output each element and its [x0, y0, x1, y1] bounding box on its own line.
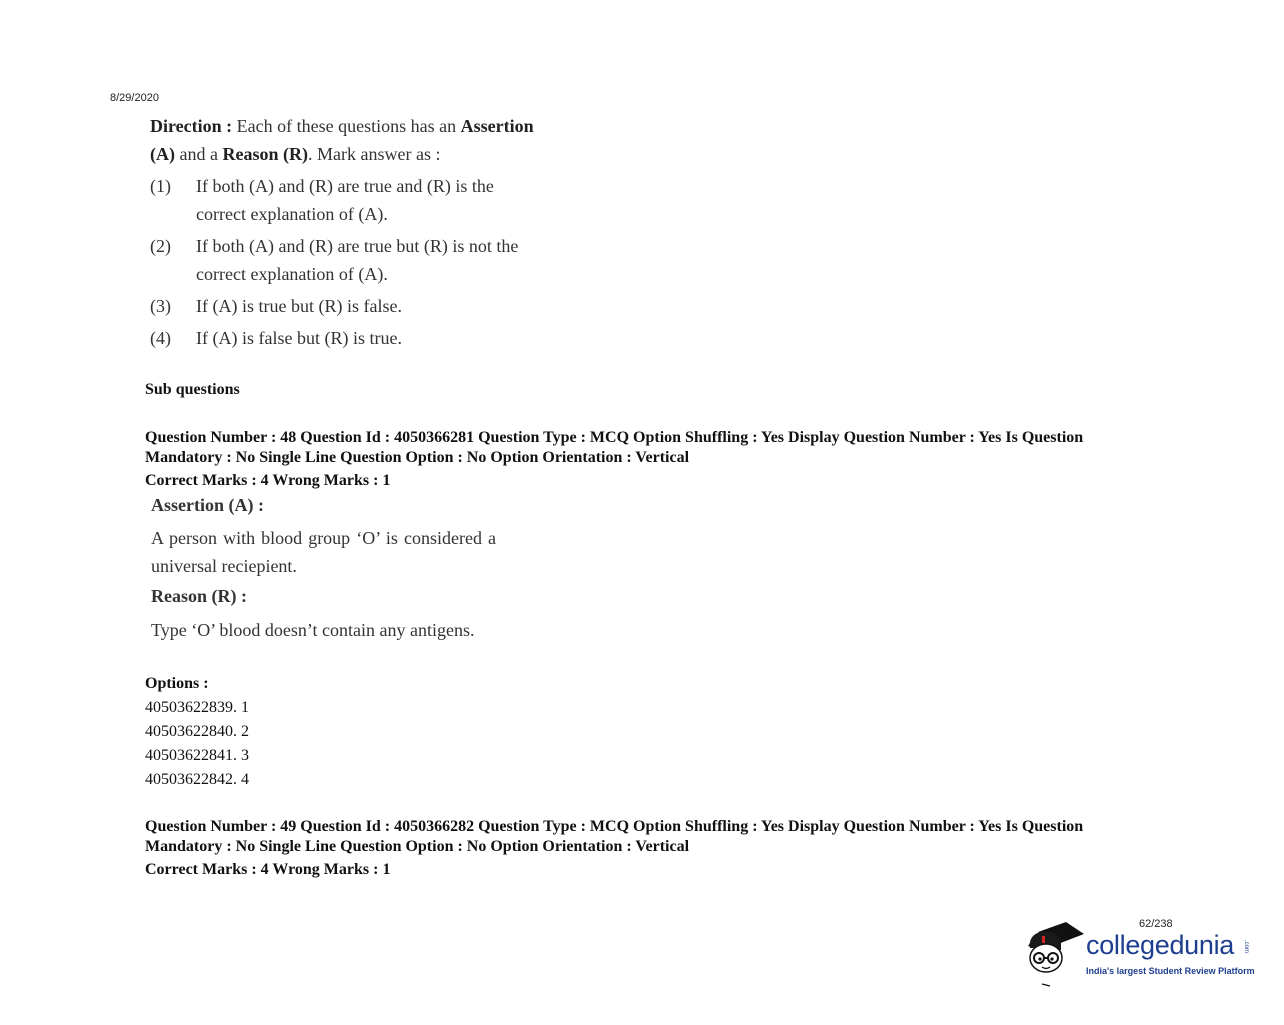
print-date: 8/29/2020 — [110, 92, 159, 104]
mascot-icon — [1022, 918, 1086, 990]
reason-text: Type ‘O’ blood doesn’t contain any antigens. — [151, 620, 475, 640]
option-item: 40503622840. 2 — [145, 723, 249, 740]
brand-name: collegedunia — [1086, 930, 1235, 960]
direction-label: Direction : — [150, 116, 233, 136]
direction-block — [150, 112, 550, 352]
question-49-marks: Correct Marks : 4 Wrong Marks : 1 — [145, 861, 391, 878]
direction-option: (4) If (A) is false but (R) is true. — [150, 328, 402, 348]
option-item: 40503622839. 1 — [145, 699, 249, 716]
brand-tagline: India's largest Student Review Platform — [1086, 966, 1255, 976]
question-48-marks: Correct Marks : 4 Wrong Marks : 1 — [145, 472, 391, 489]
page-number: 62/238 — [1139, 918, 1173, 930]
sub-questions-heading: Sub questions — [145, 381, 240, 398]
option-item: 40503622841. 3 — [145, 747, 249, 764]
assertion-text: A person with blood group ‘O’ is considered a universal reciepient. — [151, 528, 496, 576]
question-49-meta: Question Number : 49 Question Id : 4050366282 Question Type : MCQ Option Shuffling : Yes Display Question Number : Yes Is Question Mandatory : No Single Line Question Option : No Option Orientation : Vertical — [145, 818, 1084, 855]
question-48-meta: Question Number : 48 Question Id : 4050366281 Question Type : MCQ Option Shuffling : Yes Display Question Number : Yes Is Question Mandatory : No Single Line Question Option : No Option Orientation : Vertical — [145, 429, 1084, 466]
reason-heading: Reason (R) : — [151, 586, 247, 606]
direction-option: (3) If (A) is true but (R) is false. — [150, 296, 402, 316]
direction-intro: Direction : Each of these questions has an Assertion (A) and a Reason (R). Mark answer as : — [150, 116, 534, 164]
collegedunia-logo — [1022, 918, 1262, 990]
brand-suffix: .com — [1243, 940, 1249, 954]
options-list — [145, 696, 249, 792]
option-item: 40503622842. 4 — [145, 771, 249, 788]
direction-option: (2) If both (A) and (R) are true but (R) is not the correct explanation of (A). — [150, 236, 519, 284]
options-heading: Options : — [145, 675, 209, 692]
assertion-heading: Assertion (A) : — [151, 495, 264, 515]
direction-option: (1) If both (A) and (R) are true and (R) is the correct explanation of (A). — [150, 176, 494, 224]
